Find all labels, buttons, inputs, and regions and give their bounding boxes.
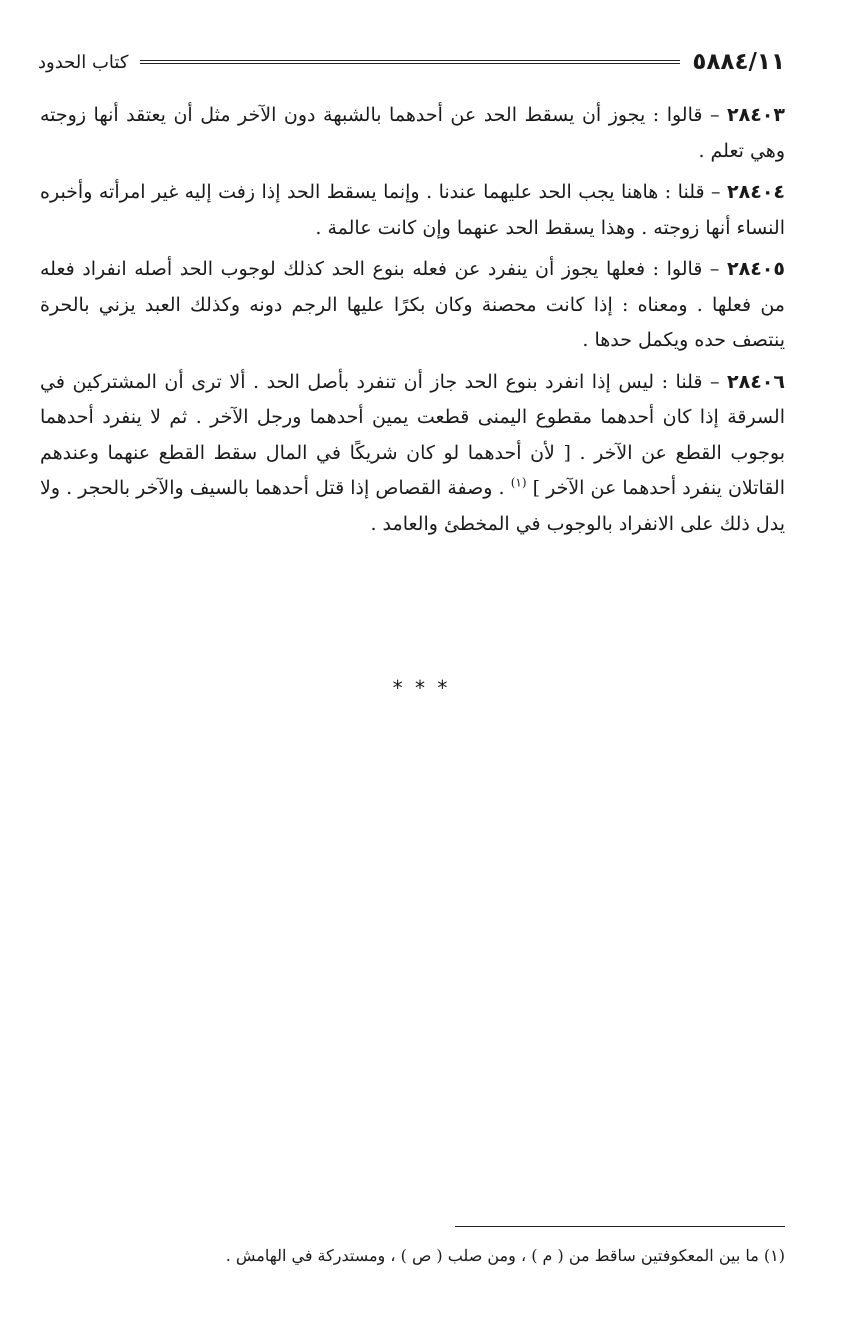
- paragraph: [40, 98, 785, 169]
- paragraph-number: ٢٨٤٠٥: [727, 258, 785, 280]
- paragraph-text: – قلنا : ليس إذا انفرد بنوع الحد جاز أن تنفرد بأصل الحد . ألا ترى أن المشتركين في السرقة إذا كان أحدهما مقطوع اليمنى قطعت يمين أحدهما ورجل الآخر . ثم لا ينفرد أحدهما بوجوب القطع عن الآخر . [ لأن أحدهما لو كان شريكًا في المال سقط القطع عنهما وعندهم القاتلان ينفرد أحدهما عن الآخر ]: [40, 370, 786, 499]
- paragraph-number: ٢٨٤٠٦: [727, 370, 785, 393]
- paragraph: [40, 175, 785, 246]
- book-title: كتاب الحدود: [38, 51, 129, 73]
- paragraph: [40, 252, 785, 359]
- paragraph-number: ٢٨٤٠٤: [727, 181, 786, 203]
- paragraph-text: – قالوا : يجوز أن يسقط الحد عن أحدهما بالشبهة دون الآخر مثل أن يعتقد أنها زوجته وهي تعلم .: [40, 104, 785, 162]
- paragraph-number: ٢٨٤٠٣: [727, 104, 785, 126]
- footnote-reference[interactable]: (١): [510, 475, 527, 490]
- page-reference: ٥٨٨٤/١١: [692, 49, 785, 75]
- paragraph: [40, 365, 785, 543]
- paragraph-text: – قلنا : هاهنا يجب الحد عليهما عندنا . وإنما يسقط الحد إذا زفت إليه غير امرأته وأخبره النساء أنها زوجته . وهذا يسقط الحد عنهما وإن كانت عالمة .: [40, 181, 785, 239]
- page-header: [38, 42, 785, 82]
- header-rule: [140, 60, 680, 64]
- paragraph-text: – قالوا : فعلها يجوز أن ينفرد عن فعله بنوع الحد كذلك لوجوب الحد أصله انفراد فعله من فعلها . ومعناه : إذا كانت محصنة وكان بكرًا عليها الرجم دونه وكذلك العبد يزني بالحرة ينتصف حده ويكمل حدها .: [40, 258, 785, 351]
- section-separator: * * *: [392, 676, 451, 700]
- footnote: (١) ما بين المعكوفتين ساقط من ( م ) ، ومن صلب ( ص ) ، ومستدركة في الهامش .: [225, 1246, 785, 1265]
- main-text: [40, 98, 785, 548]
- footnote-rule: [455, 1226, 785, 1227]
- paragraph-text-continued: . وصفة القصاص إذا قتل أحدهما بالسيف والآخر بالحجر . ولا يدل ذلك على الانفراد بالوجوب في المخطئ والعامد .: [40, 477, 785, 535]
